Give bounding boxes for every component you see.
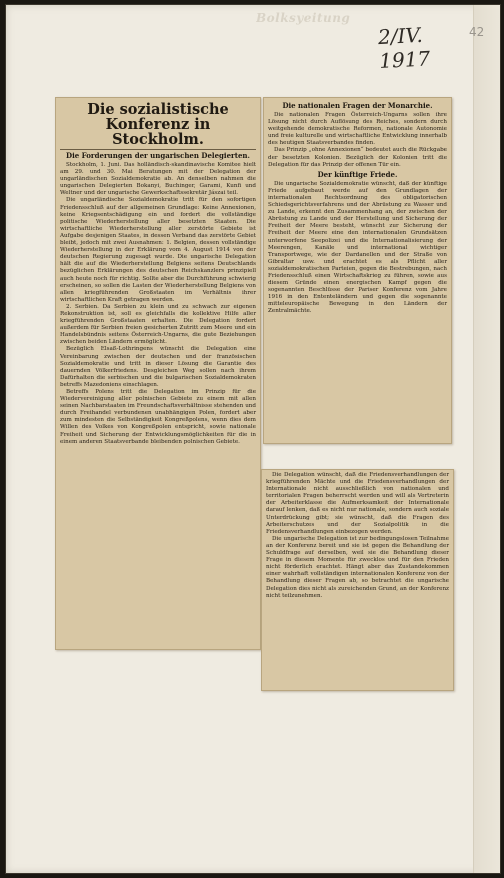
handwritten-date: 2/IV. 1917 <box>377 22 431 74</box>
newspaper-clipping-left <box>55 97 261 650</box>
paragraph: Die nationalen Fragen Österreich-Ungarns sollen ihre Lösung nicht durch Auflösung des Reiches, sondern durch weitgehende demokratische Reformen, nationale Autonomie und freie kulturelle und wirtschaftliche Entwicklung innerhalb des heutigen Staatsverbandes finden. <box>268 112 447 147</box>
article-headline: Die sozialistische Konferenz in Stockholm. <box>60 102 256 150</box>
archive-page <box>5 4 501 874</box>
article-body <box>268 181 447 316</box>
paragraph: Das Prinzip „ohne Annexionen“ bedeutet auch die Rückgabe der besetzten Kolonien. Bezüglich der Kolonien tritt die Delegation für das Prinzip der offenen Tür ein. <box>268 147 447 168</box>
paragraph: Betreffs Polens tritt die Delegation im Prinzip für die Wiedervereinigung aller polnischen Gebiete zu einem mit allen seinen Nachbarstaaten im Freundschaftsverhältnisse stehenden und durch Freihandel verbundenen unabhängigen Polen, fordert aber zum mindesten die Selbständigkeit Kongreßpolens, wenn dies dem Willen des Volkes von Kongreßpolen entspricht, sowie nationale Freiheit und Sicherung der Entwicklungsmöglichkeiten für die in einem anderen Staatsverbande bleibenden polnischen Gebiete. <box>60 389 256 445</box>
section-heading: Der künftige Friede. <box>317 169 398 179</box>
binding-gutter <box>473 5 500 873</box>
article-subhead: Die Forderungen der ungarischen Delegierten. <box>66 151 250 160</box>
page-number: 42 <box>469 25 485 39</box>
newspaper-clipping-right-top <box>263 97 452 444</box>
article-body <box>60 162 256 446</box>
article-body <box>266 472 449 600</box>
paragraph: Die Delegation wünscht, daß die Friedensverhandlungen der kriegführenden Mächte und die Friedensverhandlungen der Internationale nicht ausschließlich von nationalen und territorialen Fragen beherrscht werden und will als Vertreterin der Arbeiterklasse die Aufmerksamkeit der Internationale darauf lenken, daß es nicht nur nationale, sondern auch soziale Unterdrückung gibt; sie wünscht, daß die Fragen des Arbeiterschutzes und der Sozialpolitik in die Friedensverhandlungen einbezogen werden. <box>266 472 449 535</box>
paragraph: 2. Serbien. Da Serbien zu klein und zu schwach zur eigenen Rekonstruktion ist, soll es gleichfalls die kollektive Hilfe aller kriegführenden Großstaaten erhalten. Die Delegation fordert außerdem für Serbien freien gesicherten Zutritt zum Meere und ein Handelsbündnis seitens Österreich-Ungarns, die gute Beziehungen zwischen beiden Ländern ermöglicht. <box>60 303 256 346</box>
masthead-faint: Bolksyeitung <box>256 11 351 25</box>
paragraph: Die ungarländische Sozialdemokratie tritt für den sofortigen Friedensschluß auf der allgemeinen Grundlage: Keine Annexionen, keine Kriegsentschädigung ein und fordert die vollständige politische Wiederherstellung aller besetzten Staaten. Die wirtschaftliche Wiederherstellung aller zerstörte Gebiete ist Aufgabe desjenigen Staates, in dessen Verband das zerstörte Gebiet bleibt, jedoch mit zwei Ausnahmen: 1. Belgien, dessen vollständige Wiederherstellung in der Erklärung vom 4. August 1914 von der deutschen Regierung zugesagt wurde. Die ungarische Delegation hält die auf die Wiederherstellung Belgiens seitens Deutschlands bezüglichen Erklärungen des deutschen Reichskanzlers prinzipiell auch heute noch für richtig. Sollte aber die Durchführung schwierig erscheinen, so sollen die Lasten der Wiederherstellung Belgiens von allen kriegführenden Großstaaten im Verhältnis ihrer wirtschaftlichen Kraft getragen werden. <box>60 197 256 303</box>
paragraph: Bezüglich Elsaß-Lothringens wünscht die Delegation eine Vereinbarung zwischen der deutschen und der französischen Sozialdemokratie und tritt in dieser Lösung die Garantie des dauernden Völkerfriedens. Desgleichen Weg sollen nach ihrem Dafürhalten die serbischen und die bulgarischen Sozialdemokraten betreffs Mazedoniens einschlagen. <box>60 346 256 388</box>
paragraph: Die ungarische Delegation ist zur bedingungslosen Teilnahme an der Konferenz bereit und sie ist gegen die Behandlung der Schuldfrage auf derselben, weil sie die Behandlung dieser Frage in diesem Momente für zwecklos und für den Frieden nicht förderlich erachtet. Hängt aber das Zustandekommen einer wahrhaft vollständigen internationalen Konferenz von der Behandlung dieser Fragen ab, so betrachtet die ungarische Delegation dies nicht als zureichenden Grund, an der Konferenz nicht teilzunehmen. <box>266 535 449 599</box>
article-body <box>268 112 447 169</box>
newspaper-clipping-right-bottom <box>261 469 454 691</box>
paragraph: Die ungarische Sozialdemokratie wünscht, daß der künftige Friede aufgebaut werde auf den Grundlagen der internationalen Rechtsordnung des obligatorischen Schiedsgerichtsverfahrens und der Abrüstung zu Wasser und zu Lande, erkennt den Zusammenhang an, der zwischen der Abrüstung zu Lande und der Herstellung und Sicherung der Freiheit der Meere besteht, wünscht zur Sicherung der Freiheit der Meere eine den internationalen Grundsätzen unterworfene Seepolizei und die Internationalisierung der Meerengen, Kanäle und international wichtiger Transportwege, wie der Dardanellen und der Straße von Gibraltar usw. und erachtet es als Pflicht aller sozialdemokratischen Parteien, gegen die Bestrebungen, nach Friedensschluß einen Wirtschaftskrieg zu führen, sowie aus diesem Gründe einen energischen Kampf gegen die sogenannten Beschlüsse der Pariser Konferenz vom Jahre 1916 in den Ententeländern und gegen die sogenannte mitteleuropäische Bewegung in den Ländern der Zentralmächte. <box>268 180 447 315</box>
section-heading: Die nationalen Fragen der Monarchie. <box>282 101 433 110</box>
paragraph: Stockholm, 1. Juni. Das holländisch-skandinavische Komitee hielt am 29. und 30. Mai Beratungen mit der Delegation der ungarländischen Sozialdemokratie ab. An denselben nahmen die ungarischen Delegierten Bokanyi, Buchinger, Garami, Kunfi und Weltner und der ungarische Gewerkschaftssekretär Jászai teil. <box>60 162 256 197</box>
